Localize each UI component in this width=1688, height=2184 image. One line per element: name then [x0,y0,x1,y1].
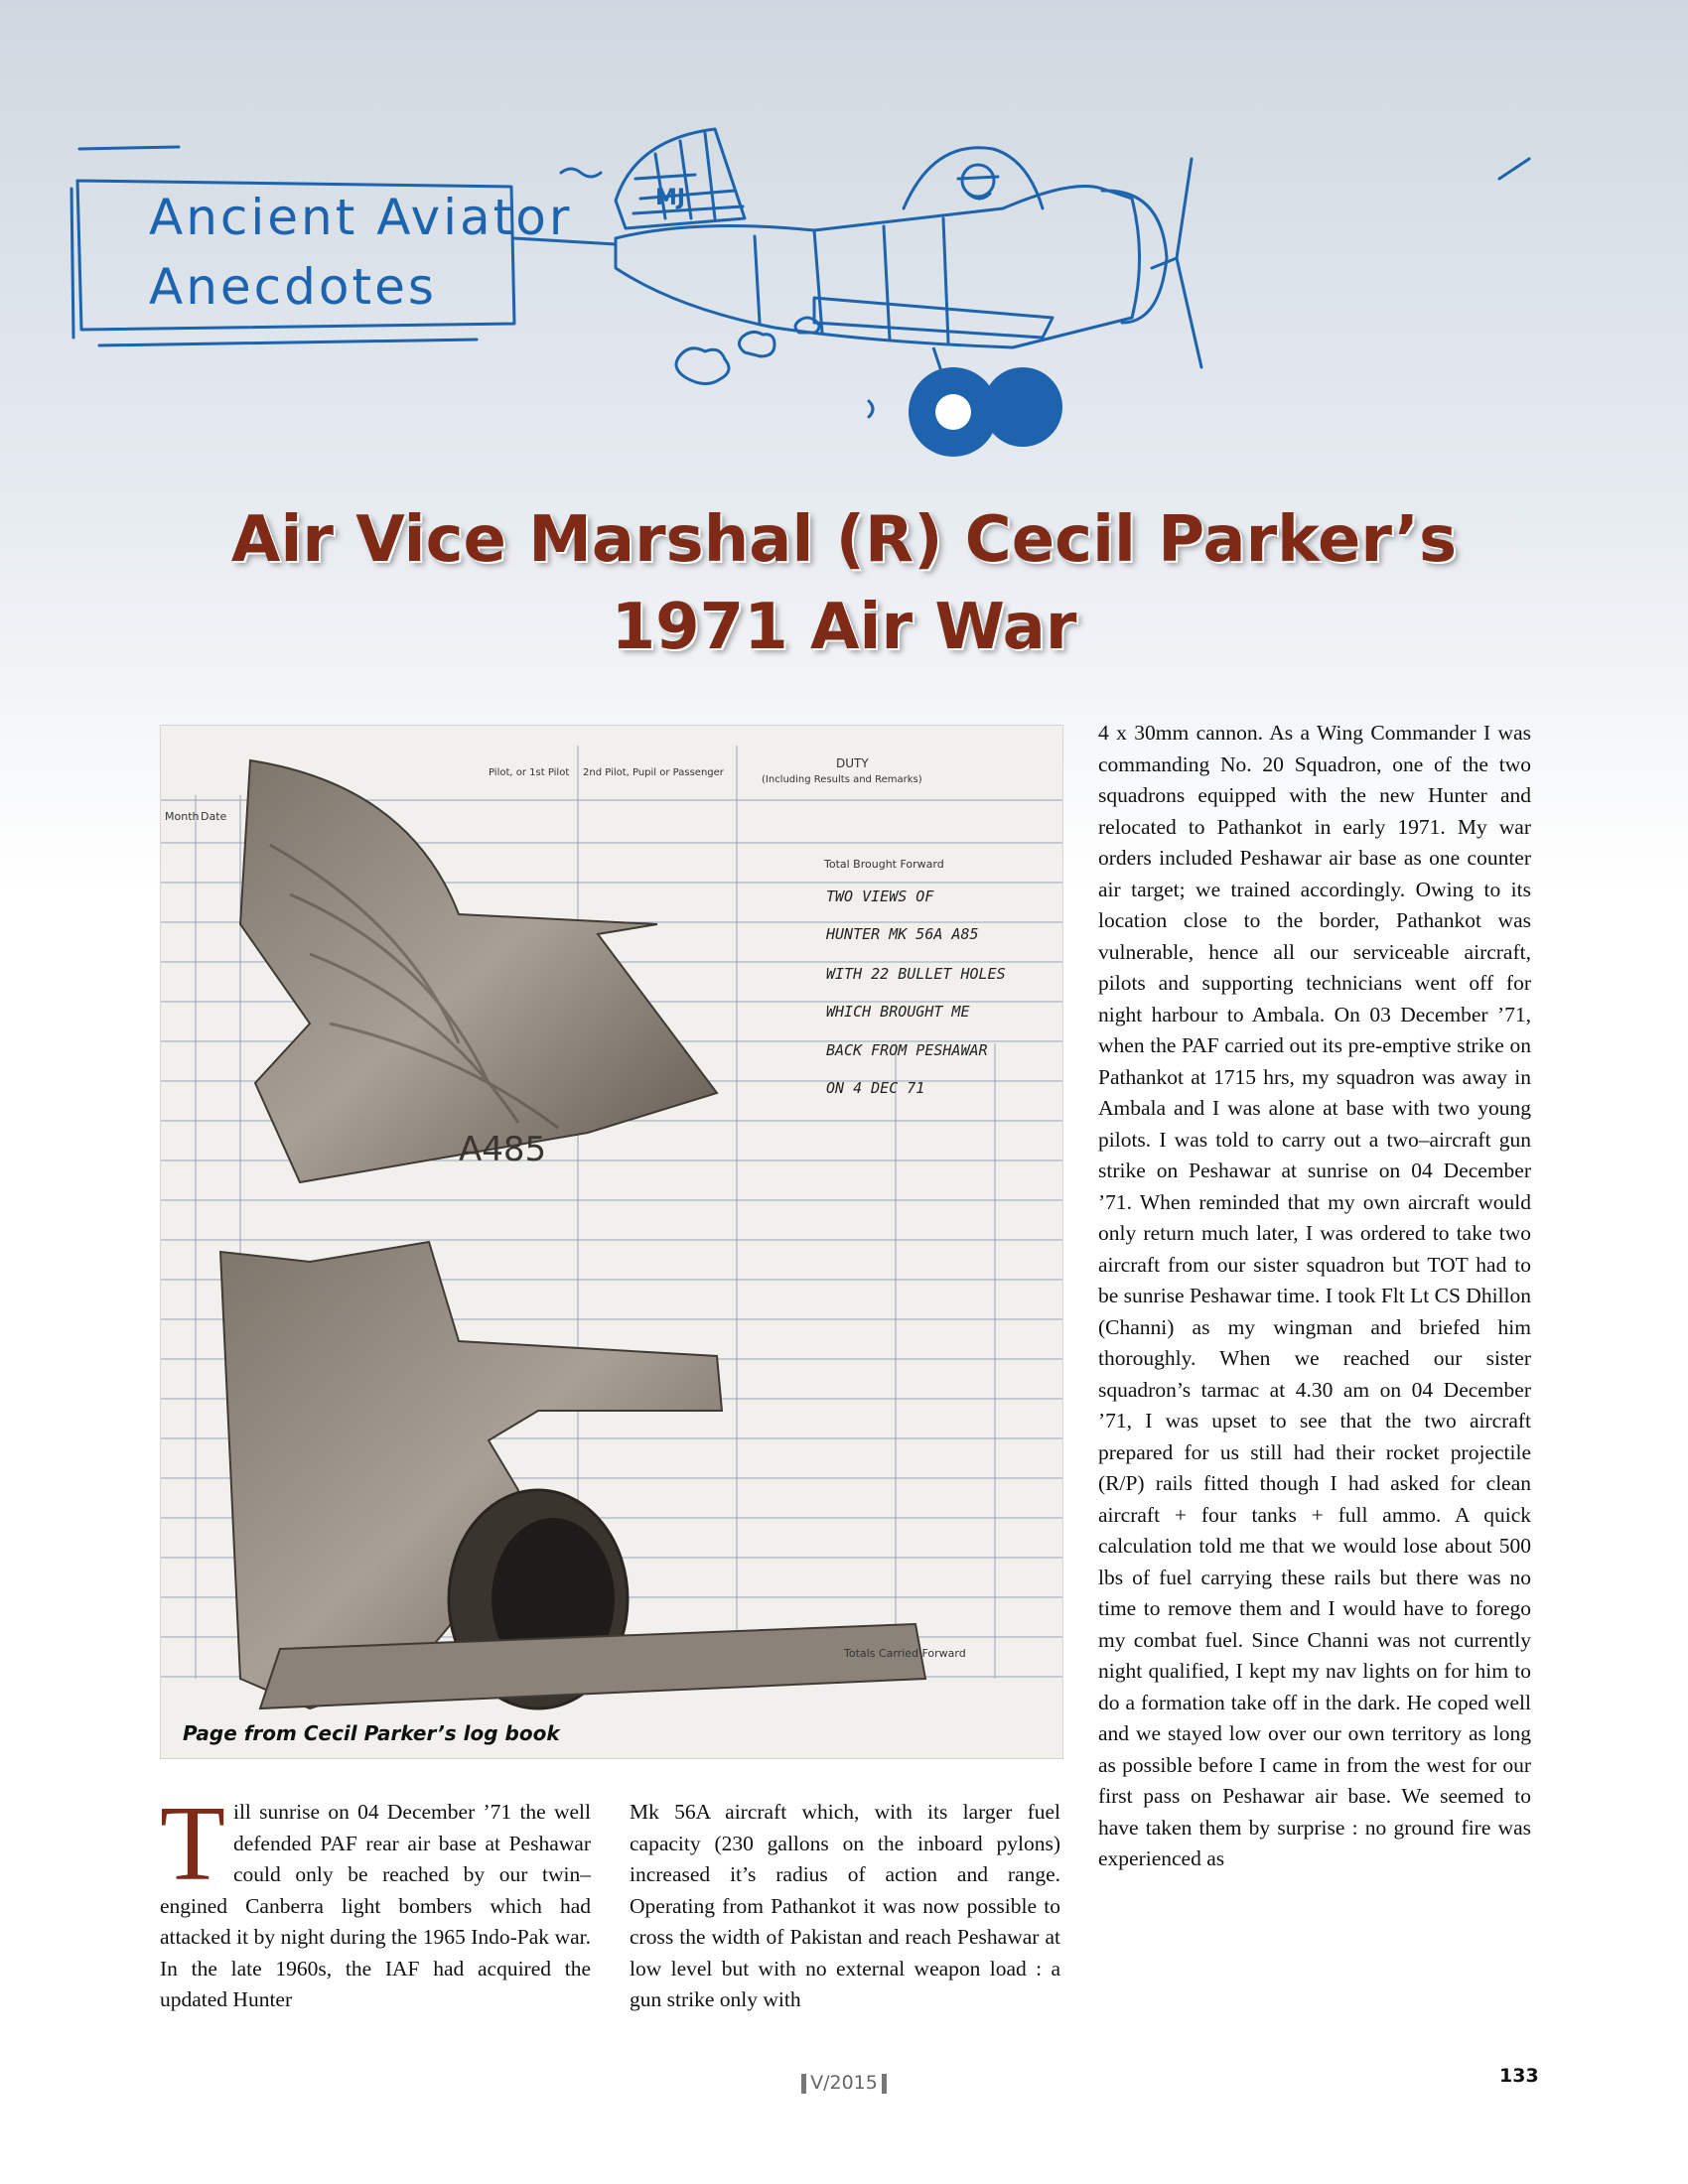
handwritten-line-6: ON 4 DEC 71 [826,1079,925,1097]
handwritten-line-3: WITH 22 BULLET HOLES [826,965,1006,983]
log-brought-forward: Total Brought Forward [824,858,944,871]
page-number: 133 [1499,2065,1539,2087]
handwritten-line-1: TWO VIEWS OF [826,887,934,905]
column-left-text: ill sunrise on 04 December ’71 the well defended PAF rear air base at Peshawar could only be reached by our twin–engined Canberra light bombers which had attacked it by night during the 1965 Indo-Pak war. In the late 1960s, the IAF had acquired the updated Hunter [160,1800,591,2011]
header-banner [60,119,1589,477]
column-right-text: 4 x 30mm cannon. As a Wing Commander I was commanding No. 20 Squadron, one of the two squadrons equipped with the new Hunter and relocated to Pathankot in early 1971. My war orders included Peshawar air base as one counter air target; we trained accordingly. Owing to its location close to the border, Pathankot was vulnerable, hence all our serviceable aircraft, pilots and supporting technicians went off for night harbour to Ambala. On 03 December ’71, when the PAF carried out its pre-emptive strike on Pathankot at 1715 hrs, my squadron was away in Ambala and I was alone at base with two young pilots. I was told to carry out a two–aircraft gun strike on Peshawar at sunrise on 04 December ’71. When reminded that my own aircraft would only return much later, I was ordered to take two aircraft from our sister squadron but TOT had to be sunrise Peshawar time. I took Flt Lt CS Dhillon (Channi) as my wingman and briefed him thoroughly. When we reached our sister squadron’s tarmac at 4.30 am on 04 December ’71, I was upset to see that the two aircraft prepared for us still had their rocket projectile (R/P) rails fitted though I had asked for clean aircraft + four tanks + full ammo. A quick calculation told me that we would lose about 500 lbs of fuel carrying these rails but there was no time to remove them and I would have to forego my combat fuel. Since Channi was not currently night qualified, I kept my nav lights on for him to do a formation take off in the dark. He coped well and we stayed low over our own territory as long as possible before I came in from the west for our first pass on Peshawar air base. We seemed to have taken them by surprise : no ground fire was experienced as [1098,721,1531,1870]
logbook-image [161,726,1062,1758]
log-header-pilot: Pilot, or 1st Pilot [489,767,570,778]
column-middle-text: Mk 56A aircraft which, with its larger fuel capacity (230 gallons on the inboard pylons) increased it’s radius of action and range. Operating from Pathankot it was now possible to cross the width of Pakistan and reach Peshawar at low level but with no external weapon load : a gun strike only with [630,1800,1060,2011]
log-header-second-pilot: 2nd Pilot, Pupil or Passenger [583,767,724,778]
handwritten-line-5: BACK FROM PESHAWAR [826,1041,988,1059]
figure-caption: Page from Cecil Parker’s log book [183,1721,560,1745]
article-title [99,496,1589,671]
plane-marking: MJ [655,186,686,210]
landing-gear [909,347,1062,457]
article-column-middle [630,1797,1060,2016]
propeller [1152,159,1201,367]
log-header-duty-sub: (Including Results and Remarks) [762,774,922,785]
tail-marking: A485 [459,1130,547,1169]
log-header-date: Date [201,810,227,823]
handwritten-line-2: HUNTER MK 56A A85 [826,925,979,943]
article-column-left [160,1785,591,2016]
log-header-month: Month [165,810,200,823]
banner-title-line2: Anecdotes [149,258,437,316]
article-column-right [1098,718,1531,1875]
footer-bar-right [882,2074,887,2094]
banner-title-line1: Ancient Aviator [149,189,573,246]
log-carried-forward: Totals Carried Forward [844,1647,966,1660]
issue-label: V/2015 [810,2072,878,2094]
logbook-figure [160,725,1063,1759]
article-title-line1: Air Vice Marshal (R) Cecil Parker’s [230,503,1458,577]
log-header-duty: DUTY [836,756,869,770]
article-title-line2: 1971 Air War [611,591,1077,664]
footer-issue [0,2072,1688,2094]
footer-bar-left [801,2074,806,2094]
handwritten-line-4: WHICH BROUGHT ME [826,1003,970,1021]
drop-cap: T [160,1785,225,1903]
